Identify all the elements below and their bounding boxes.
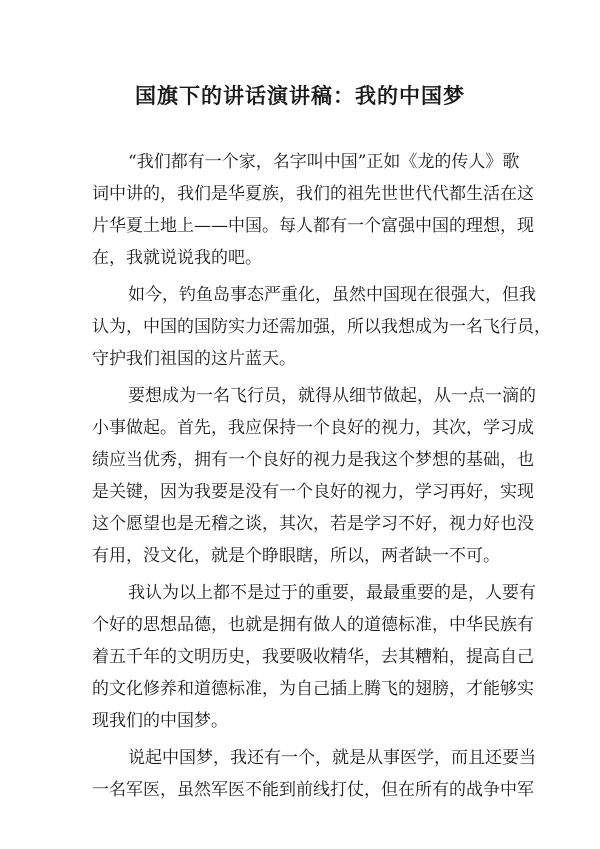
paragraph-line: 认为，中国的国防实力还需加强，所以我想成为一名飞行员， — [92, 317, 551, 337]
paragraph — [92, 380, 536, 572]
paragraph — [92, 577, 536, 737]
paragraph — [92, 742, 536, 806]
paragraph-line: 绩应当优秀，拥有一个良好的视力是我这个梦想的基础，也 — [92, 450, 534, 470]
paragraph-line: 在，我就说说我的吧。 — [92, 248, 262, 268]
paragraph-line: 是关键，因为我要是没有一个良好的视力，学习再好，实现 — [92, 482, 534, 502]
document-title: 国旗下的讲话演讲稿：我的中国梦 — [135, 83, 465, 108]
paragraph-line: 的文化修养和道德标准，为自己插上腾飞的翅膀，才能够实 — [92, 679, 534, 699]
paragraph-line: 词中讲的，我们是华夏族，我们的祖先世世代代都生活在这 — [92, 184, 534, 204]
paragraph-line: 这个愿望也是无稽之谈，其次，若是学习不好，视力好也没 — [92, 514, 534, 534]
paragraph-line: “我们都有一个家，名字叫中国”正如《龙的传人》歌 — [128, 152, 520, 172]
document-body — [92, 146, 551, 811]
paragraph-line: 片华夏土地上——中国。每人都有一个富强中国的理想，现 — [92, 216, 534, 236]
paragraph — [92, 146, 534, 274]
paragraph-line: 有用，没文化，就是个睁眼瞎，所以，两者缺一不可。 — [92, 546, 500, 566]
paragraph-line: 说起中国梦，我还有一个，就是从事医学，而且还要当 — [128, 748, 536, 768]
paragraph-line: 守护我们祖国的这片蓝天。 — [92, 349, 296, 369]
paragraph-line: 一名军医，虽然军医不能到前线打仗，但在所有的战争中军 — [92, 780, 534, 800]
paragraph-line: 着五千年的文明历史，我要吸收精华，去其糟粕，提高自己 — [92, 647, 534, 667]
paragraph-line: 现我们的中国梦。 — [92, 711, 228, 731]
paragraph-line: 我认为以上都不是过于的重要，最最重要的是，人要有 — [128, 583, 536, 603]
paragraph-line: 个好的思想品德，也就是拥有做人的道德标准，中华民族有 — [92, 615, 534, 635]
paragraph-line: 如今，钓鱼岛事态严重化，虽然中国现在很强大，但我 — [128, 285, 536, 305]
paragraph-line: 小事做起。首先，我应保持一个良好的视力，其次，学习成 — [92, 418, 534, 438]
paragraph-line: 要想成为一名飞行员，就得从细节做起，从一点一滴的 — [128, 386, 536, 406]
paragraph — [92, 279, 551, 375]
